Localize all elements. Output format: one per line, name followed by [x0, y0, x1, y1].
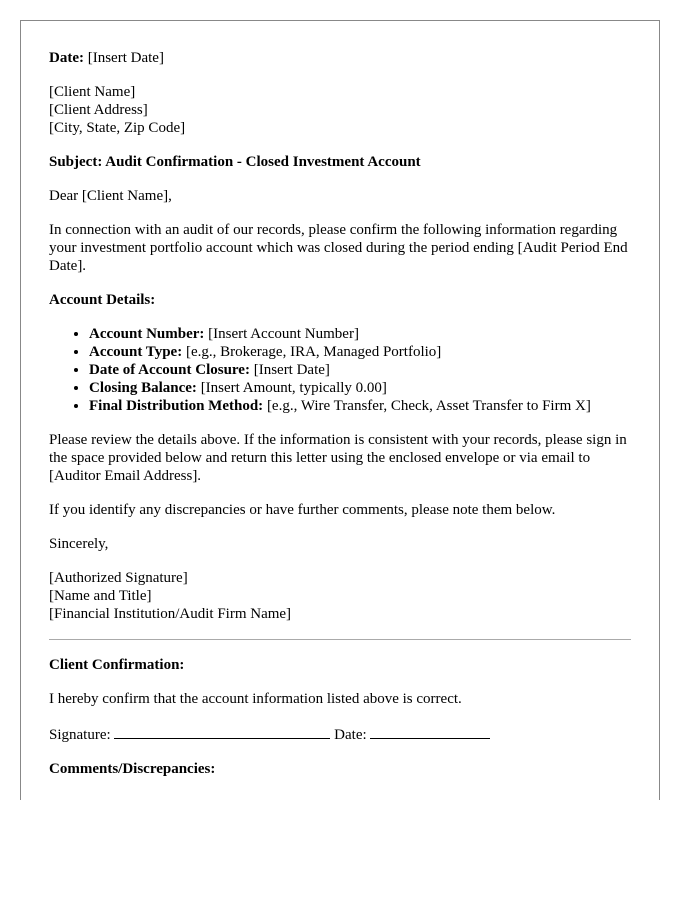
detail-value: [Insert Amount, typically 0.00]	[200, 380, 387, 396]
detail-value: [Insert Date]	[253, 362, 330, 378]
subject-text: Subject: Audit Confirmation - Closed Investment Account	[49, 154, 421, 170]
detail-label: Closing Balance:	[89, 380, 197, 396]
recipient-address	[49, 83, 631, 137]
detail-label: Final Distribution Method:	[89, 398, 264, 414]
comments-heading	[49, 760, 631, 778]
list-item	[89, 379, 631, 397]
confirmation-date-label: Date:	[334, 727, 367, 743]
detail-value: [e.g., Brokerage, IRA, Managed Portfolio]	[185, 344, 442, 360]
letter-page	[20, 20, 660, 800]
intro-paragraph: In connection with an audit of our records, please confirm the following information regarding your investment portfolio account which was closed during the period ending [Audit Period End Date].	[49, 222, 628, 274]
list-item	[89, 343, 631, 361]
list-item	[89, 361, 631, 379]
signature-label: Signature:	[49, 727, 111, 743]
recipient-street: [Client Address]	[49, 102, 148, 118]
list-item	[89, 325, 631, 343]
date-label: Date:	[49, 50, 84, 66]
detail-value: [e.g., Wire Transfer, Check, Asset Transfer to Firm X]	[266, 398, 591, 414]
authorized-signature: [Authorized Signature]	[49, 570, 188, 586]
date-line	[49, 49, 631, 67]
confirmation-statement: I hereby confirm that the account information listed above is correct.	[49, 691, 462, 707]
account-details-heading-text: Account Details:	[49, 292, 156, 308]
institution-name: [Financial Institution/Audit Firm Name]	[49, 606, 292, 622]
confirmation-heading	[49, 656, 631, 674]
detail-value: [Insert Account Number]	[208, 326, 359, 342]
detail-label: Account Type:	[89, 344, 183, 360]
signature-field[interactable]	[114, 724, 330, 739]
detail-label: Account Number:	[89, 326, 205, 342]
name-and-title: [Name and Title]	[49, 588, 152, 604]
date-field[interactable]	[370, 724, 490, 739]
date-value: [Insert Date]	[87, 50, 164, 66]
review-paragraph: Please review the details above. If the information is consistent with your records, please sign in the space provided below and return this letter using the enclosed envelope or via email to [Auditor Email Address].	[49, 432, 627, 484]
account-details-heading	[49, 291, 631, 309]
comments-heading-text: Comments/Discrepancies:	[49, 761, 216, 777]
signature-block	[49, 569, 631, 623]
salutation: Dear [Client Name],	[49, 188, 172, 204]
discrepancy-paragraph: If you identify any discrepancies or have further comments, please note them below.	[49, 502, 556, 518]
signature-date-row	[49, 724, 631, 744]
recipient-city: [City, State, Zip Code]	[49, 120, 186, 136]
subject-line	[49, 153, 631, 171]
closing: Sincerely,	[49, 536, 109, 552]
detail-label: Date of Account Closure:	[89, 362, 250, 378]
list-item	[89, 397, 631, 415]
account-details-list	[49, 325, 631, 415]
section-divider	[49, 639, 631, 640]
recipient-name: [Client Name]	[49, 84, 136, 100]
confirmation-heading-text: Client Confirmation:	[49, 657, 185, 673]
